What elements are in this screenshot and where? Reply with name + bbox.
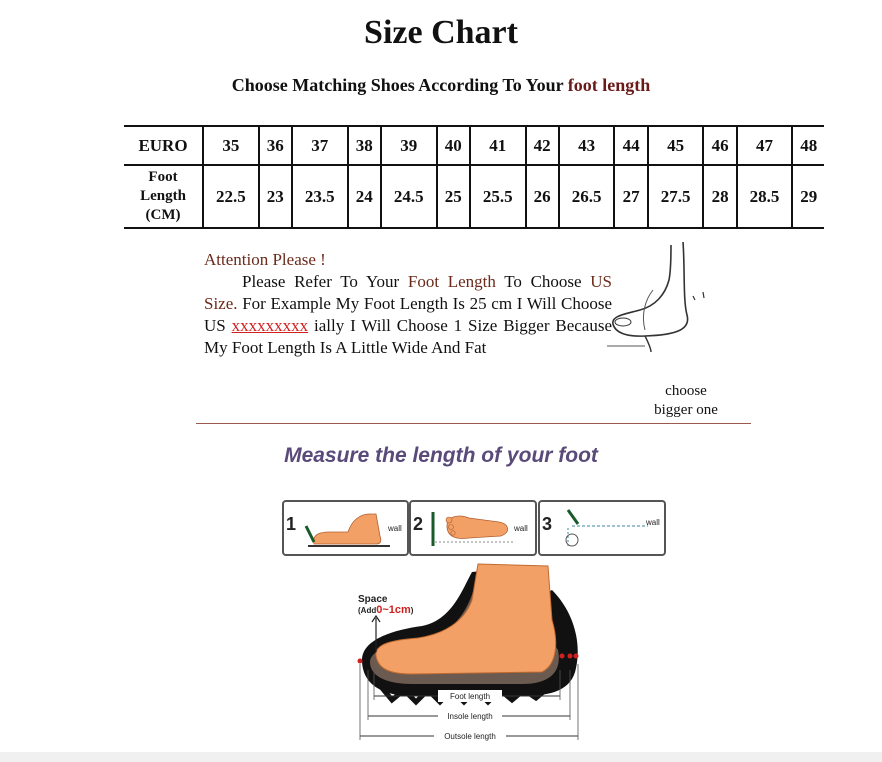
step-2-panel [409,500,537,556]
foot-length-cell: 26.5 [559,165,615,228]
shoe-measurement-diagram [352,560,588,750]
add-prefix: (Add [358,606,377,615]
foot-length-cell: 29 [792,165,824,228]
instruction-paragraph [204,271,612,359]
euro-cell: 43 [559,126,615,165]
page-title: Size Chart [364,14,518,51]
foot-length-cell: 24.5 [381,165,437,228]
choose-bigger-label [636,382,736,420]
add-range-label [358,604,414,616]
add-suffix: ) [410,606,414,615]
subtitle [0,75,882,96]
para-text: For Example My Foot Length Is 25 cm I Will Choose US [204,294,612,335]
foot-length-cell: 23 [259,165,292,228]
euro-cell: 46 [703,126,736,165]
para-highlight: US Size. [204,272,612,313]
foot-sketch-illustration [605,240,735,360]
euro-cell: 41 [470,126,526,165]
wall-label: wall [514,524,528,533]
para-highlight: Foot Length [407,272,496,291]
euro-cell: 35 [203,126,259,165]
euro-cell: 37 [292,126,348,165]
choose-line: choose [665,383,707,399]
foot-top-view-icon [429,506,519,550]
divider-line [196,423,751,424]
foot-length-header [124,165,203,228]
euro-header: EURO [124,126,203,165]
wall-label: wall [646,518,660,527]
bottom-band [0,752,882,762]
subtitle-prefix: Choose Matching Shoes According To Your [231,75,568,95]
size-table [124,125,824,229]
para-text: To Choose [495,272,591,291]
euro-row [124,126,824,165]
euro-cell: 47 [737,126,793,165]
step-number: 3 [542,514,553,534]
para-text: ially I Will Choose 1 Size Bigger Because My Foot Length Is A Little Wide And Fat [204,316,612,357]
foot-length-cell: 26 [526,165,559,228]
euro-cell: 44 [614,126,647,165]
foot-length-cell: 25 [437,165,470,228]
measure-heading: Measure the length of your foot [284,444,598,467]
foot-length-cell: 27.5 [648,165,704,228]
euro-cell: 39 [381,126,437,165]
foot-length-header-line: Foot [148,169,178,185]
attention-heading: Attention Please ! [204,250,326,269]
choose-line: bigger one [654,402,718,418]
euro-cell: 45 [648,126,704,165]
euro-cell: 38 [348,126,381,165]
foot-length-cell: 23.5 [292,165,348,228]
foot-length-header-line: (CM) [145,207,181,223]
para-text: Please Refer To Your [242,272,408,291]
euro-cell: 40 [437,126,470,165]
foot-length-row [124,165,824,228]
foot-length-cell: 27 [614,165,647,228]
step-1-panel [282,500,409,556]
euro-cell: 42 [526,126,559,165]
para-redacted: xxxxxxxxx [231,316,309,335]
foot-length-header-line: Length [140,188,186,204]
outsole-length-label: Outsole length [444,732,496,741]
foot-length-cell: 24 [348,165,381,228]
euro-cell: 36 [259,126,292,165]
foot-length-cell: 22.5 [203,165,259,228]
add-range-value: 0~1cm [376,604,411,616]
euro-cell: 48 [792,126,824,165]
space-label: Space [358,594,388,605]
foot-length-label: Foot length [449,692,491,701]
measure-mark-icon [558,506,650,550]
wall-label: wall [388,524,402,533]
step-number: 2 [413,514,424,534]
foot-length-cell: 28 [703,165,736,228]
insole-length-label: Insole length [447,712,493,721]
foot-length-cell: 25.5 [470,165,526,228]
foot-length-cell: 28.5 [737,165,793,228]
foot-on-paper-icon [300,506,392,550]
step-number: 1 [286,514,297,534]
subtitle-highlight: foot length [567,75,651,95]
step-3-panel [538,500,666,556]
